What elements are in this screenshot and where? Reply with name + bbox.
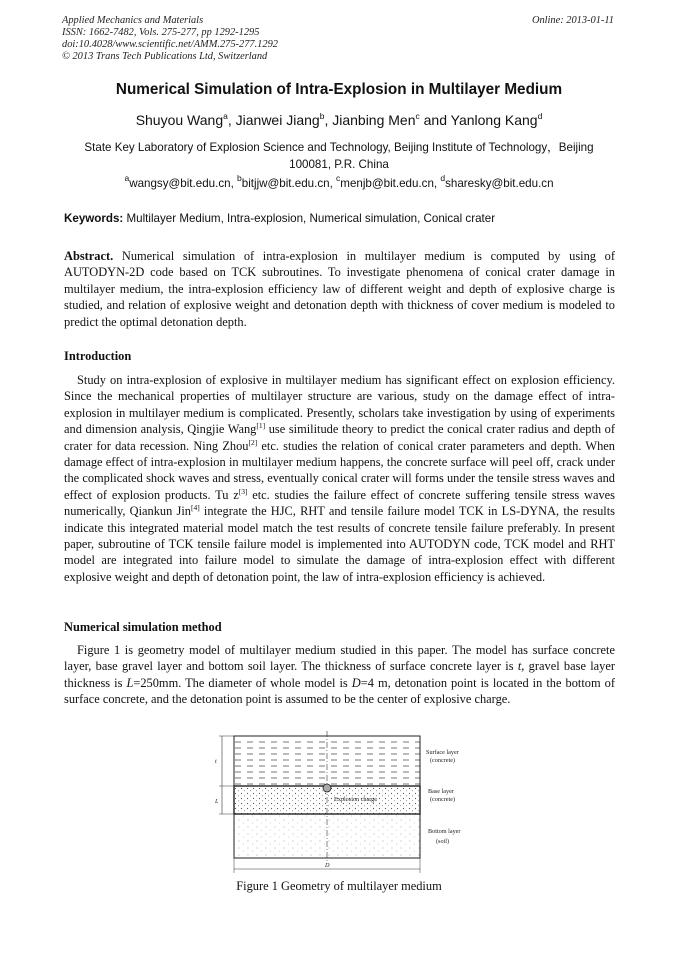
method-text: =4 m, detonation point is located in the bottom of surface concrete, and the detonation point is assumed to be the center of explosive charge. — [64, 675, 615, 707]
author-name: Jianwei Jiang — [235, 112, 320, 128]
email-address[interactable]: bitjjw@bit.edu.cn — [241, 177, 330, 190]
email-mark: c — [336, 173, 341, 183]
doi-line[interactable]: doi:10.4028/www.scientific.net/AMM.275-277.1292 — [62, 39, 278, 50]
figure-1 — [210, 727, 472, 877]
keywords — [64, 212, 616, 225]
author-affil-mark: c — [415, 111, 420, 121]
author-separator: , — [227, 112, 236, 128]
section-heading-method: Numerical simulation method — [64, 620, 222, 634]
paper-title: Numerical Simulation of Intra-Explosion in Multilayer Medium — [115, 81, 563, 98]
explosive-charge — [323, 784, 331, 792]
bottom-layer-label: Bottom layer — [428, 828, 461, 835]
dim-L-label: L — [215, 798, 219, 805]
affiliation: State Key Laboratory of Explosion Science and Technology, Beijing Institute of Technology，Beijing 100081, P.R. China — [84, 141, 594, 171]
method-text: =250mm. The diameter of whole model is — [133, 675, 352, 690]
author-name: Shuyou Wang — [135, 112, 224, 128]
surface-layer-label: Surface layer — [426, 749, 459, 756]
copyright-line: © 2013 Trans Tech Publications Ltd, Switzerland — [62, 51, 268, 62]
intro-text: integrate the HJC, RHT and tensile failure model TCK in LS-DYNA, the results indicate this integrated material model match the test results of concrete tensile failure preferably. In present paper, subroutine of TCK tensile failure model is implemented into AUTODYN code, TCK model and RHT model are integrated into failure model to simulate the damage of intra-explosion effect with different explosive weight and depth of detonation point, the law of intra-explosion efficiency is achieved. — [64, 504, 616, 584]
author-affil-mark: b — [319, 111, 325, 121]
email-address[interactable]: sharesky@bit.edu.cn — [445, 177, 554, 190]
keywords-text: Multilayer Medium, Intra-explosion, Numerical simulation, Conical crater — [123, 212, 496, 225]
email-address[interactable]: menjb@bit.edu.cn — [340, 177, 434, 190]
multilayer-geometry-diagram — [210, 727, 472, 877]
intro-text: Study on intra-explosion of explosive in multilayer medium has significant effect on explosion efficiency. Since the mechanical properties of multilayer structure are various, study on the damage effect of intra-explosion in multilayer medium is complicated. Presently, scholars take investigation by using of experiments and dimension analysis, Qingjie Wang — [64, 373, 615, 437]
author-name: Jianbing Men — [332, 112, 416, 128]
citation-ref[interactable]: [1] — [256, 421, 266, 431]
keywords-label: Keywords: — [64, 212, 124, 225]
bottom-layer-sub: (soil) — [436, 838, 450, 845]
email-mark: a — [124, 173, 130, 183]
intro-text: etc. studies the relation of conical crater parameters and depth. When damage effect of intra-explosion in multilayer medium happens, the concrete surface will peel off, crack under the complicated shock waves and stress, eventually conical crater will forms under the tensile stress waves and effect of explosion products. Tu z — [64, 438, 615, 502]
dim-t-label: t — [215, 758, 217, 765]
method-paragraph — [64, 642, 615, 708]
charge-label: Explosion charge — [334, 796, 378, 803]
base-layer-label: Base layer — [428, 788, 454, 795]
figure-caption: Figure 1 Geometry of multilayer medium — [236, 879, 442, 893]
introduction-paragraph — [64, 372, 615, 585]
base-layer-sub: (concrete) — [430, 796, 456, 803]
citation-ref[interactable]: [3] — [238, 486, 248, 496]
method-text: Figure 1 is geometry model of multilayer medium studied in this paper. The model has surface concrete layer, base gravel layer and bottom soil layer. The thickness of surface concrete layer is — [64, 643, 615, 674]
section-heading-introduction: Introduction — [64, 349, 132, 363]
citation-ref[interactable]: [4] — [190, 503, 200, 513]
journal-header — [62, 15, 620, 63]
intro-text: use similitude theory to predict the conical crater radius and depth of crater for data recession. Ning Zhou — [64, 422, 615, 453]
symbol-t: t — [517, 659, 522, 674]
abstract-text: Numerical simulation of intra-explosion in multilayer medium is computed by using of AUTODYN-2D code based on TCK subroutines. To investigate phenomena of conical crater damage in multilayer medium, the intra-explosion efficiency law of different weight and depth of explosive charge is studied, and relation of explosive weight and detonation depth with thickness of cover medium is modeled to predict the optimal detonation depth. — [64, 249, 615, 329]
email-separator: , — [329, 177, 337, 190]
author-affil-mark: d — [537, 111, 543, 121]
author-separator: and — [419, 112, 451, 128]
online-date: Online: 2013-01-11 — [531, 15, 614, 26]
author-name: Yanlong Kang — [450, 112, 538, 128]
email-address[interactable]: wangsy@bit.edu.cn — [129, 177, 231, 190]
method-text: , gravel base layer thickness is — [64, 659, 615, 690]
author-separator: , — [324, 112, 333, 128]
author-affil-mark: a — [223, 111, 228, 121]
dim-D-label: D — [325, 862, 330, 869]
intro-text: etc. studies the failure effect of concrete suffering tensile stress waves numerically, Qiankun Jin — [64, 487, 615, 519]
email-separator: , — [433, 177, 441, 190]
surface-layer-sub: (concrete) — [430, 757, 456, 764]
email-separator: , — [230, 177, 238, 190]
email-mark: d — [440, 173, 446, 183]
symbol-L: L — [126, 675, 134, 690]
journal-name: Applied Mechanics and Materials — [62, 15, 204, 26]
abstract — [64, 248, 615, 330]
email-list — [30, 173, 648, 190]
email-mark: b — [237, 173, 242, 183]
citation-ref[interactable]: [2] — [248, 437, 258, 447]
abstract-label: Abstract. — [64, 249, 114, 263]
author-list — [30, 112, 648, 128]
symbol-D: D — [351, 675, 361, 690]
issn-line: ISSN: 1662-7482, Vols. 275-277, pp 1292-1295 — [62, 27, 260, 38]
